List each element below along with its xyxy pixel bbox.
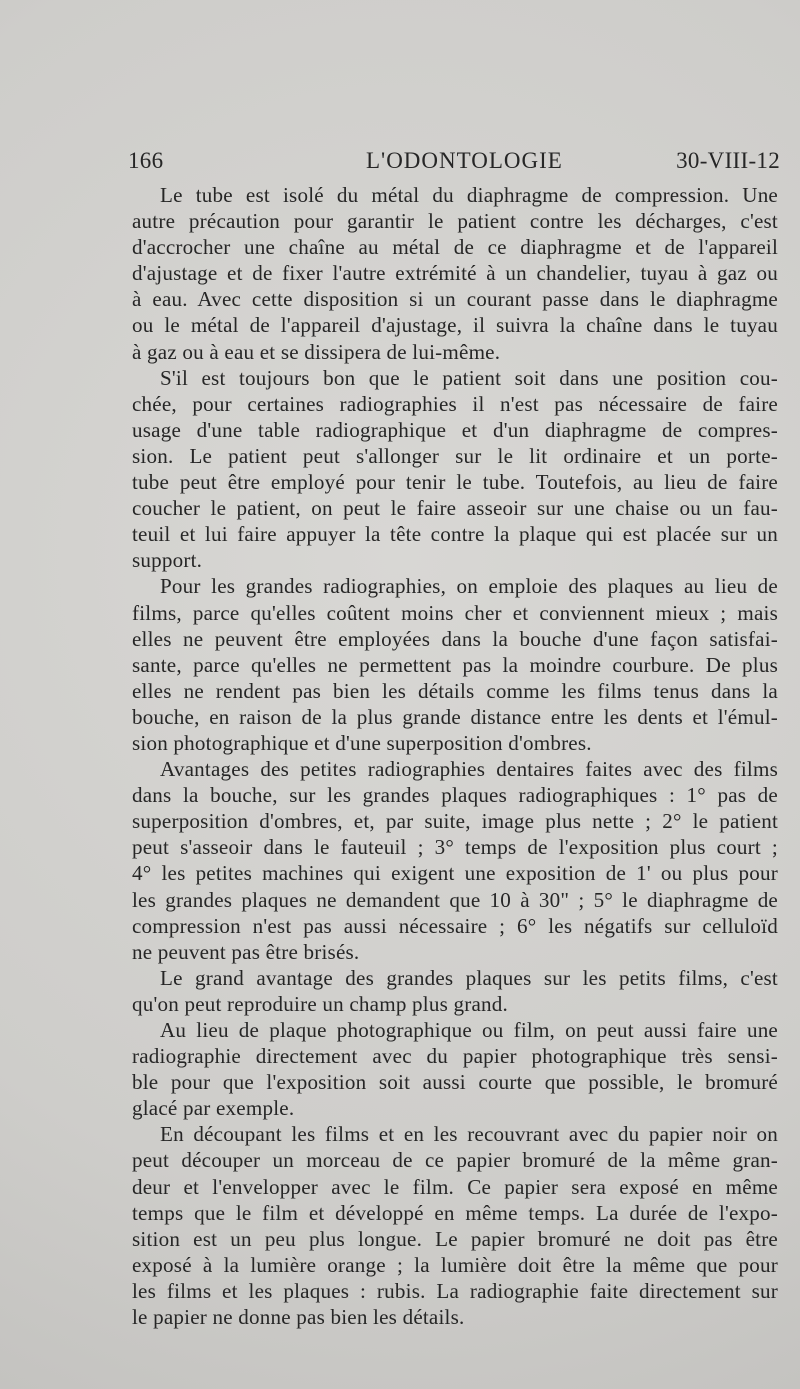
text-line: les grandes plaques ne demandent que 10 à 30" ; 5° le diaphragme de (132, 887, 778, 912)
text-line: radiographie directement avec du papier photographique très sensi- (132, 1044, 778, 1069)
text-line: à gaz ou à eau et se dissipera de lui-même. (132, 339, 501, 364)
text-line: sition est un peu plus longue. Le papier bromuré ne doit pas être (132, 1226, 778, 1251)
text-line: bouche, en raison de la plus grande distance entre les dents et l'émul- (132, 704, 778, 729)
text-line: sion photographique et d'une superposition d'ombres. (132, 730, 592, 755)
text-line: films, parce qu'elles coûtent moins cher et conviennent mieux ; mais (132, 600, 778, 625)
text-line: coucher le patient, on peut le faire asseoir sur une chaise ou un fau- (132, 496, 778, 521)
text-line: teuil et lui faire appuyer la tête contre la plaque qui est placée sur un (132, 522, 778, 547)
page-number: 166 (128, 148, 164, 173)
text-line: exposé à la lumière orange ; la lumière doit être la même que pour (132, 1252, 778, 1277)
text-line: ou le métal de l'appareil d'ajustage, il suivra la chaîne dans le tuyau (132, 313, 778, 338)
text-line: sion. Le patient peut s'allonger sur le lit ordinaire et un porte- (132, 443, 778, 468)
journal-title: L'ODONTOLOGIE (366, 148, 563, 173)
body-text (132, 182, 778, 1330)
text-line: tube peut être employé pour tenir le tube. Toutefois, au lieu de faire (132, 470, 778, 495)
text-line: autre précaution pour garantir le patient contre les décharges, c'est (132, 209, 778, 234)
text-line: support. (132, 548, 203, 573)
text-line: dans la bouche, sur les grandes plaques radiographiques : 1° pas de (132, 783, 778, 808)
text-line: peut s'asseoir dans le fauteuil ; 3° temps de l'exposition plus court ; (132, 835, 778, 860)
issue-date: 30-VIII-12 (676, 148, 780, 173)
text-line: Au lieu de plaque photographique ou film, on peut aussi faire une (160, 1018, 778, 1042)
text-line: ne peuvent pas être brisés. (132, 939, 360, 964)
text-line: compression n'est pas aussi nécessaire ; 6° les négatifs sur celluloïd (132, 913, 778, 938)
text-line: à eau. Avec cette disposition si un courant passe dans le diaphragme (132, 287, 778, 312)
text-line: d'ajustage et de fixer l'autre extrémité à un chandelier, tuyau à gaz ou (132, 261, 778, 286)
text-line: superposition d'ombres, et, par suite, image plus nette ; 2° le patient (132, 809, 778, 834)
text-line: Le tube est isolé du métal du diaphragme de compression. Une (160, 183, 778, 207)
text-line: S'il est toujours bon que le patient soit dans une position cou- (160, 365, 778, 390)
text-line: qu'on peut reproduire un champ plus grand. (132, 991, 508, 1016)
text-line: chée, pour certaines radiographies il n'est pas nécessaire de faire (132, 391, 778, 416)
text-line: En découpant les films et en les recouvrant avec du papier noir on (160, 1122, 778, 1147)
text-line: temps que le film et développé en même temps. La durée de l'expo- (132, 1200, 778, 1225)
text-line: glacé par exemple. (132, 1096, 295, 1121)
running-head (128, 144, 780, 178)
text-line: Le grand avantage des grandes plaques sur les petits films, c'est (160, 965, 778, 990)
text-line: deur et l'envelopper avec le film. Ce papier sera exposé en même (132, 1174, 778, 1199)
text-line: peut découper un morceau de ce papier bromuré de la même gran- (132, 1148, 778, 1173)
text-line: elles ne peuvent être employées dans la bouche d'une façon satisfai- (132, 626, 778, 651)
text-line: sante, parce qu'elles ne permettent pas la moindre courbure. De plus (132, 652, 778, 677)
text-line: elles ne rendent pas bien les détails comme les films tenus dans la (132, 678, 778, 703)
text-line: les films et les plaques : rubis. La radiographie faite directement sur (132, 1278, 778, 1303)
text-line: le papier ne donne pas bien les détails. (132, 1305, 465, 1330)
text-line: usage d'une table radiographique et d'un diaphragme de compres- (132, 417, 778, 442)
text-line: d'accrocher une chaîne au métal de ce diaphragme et de l'appareil (132, 235, 778, 260)
text-line: Pour les grandes radiographies, on emploie des plaques au lieu de (160, 574, 778, 599)
text-line: Avantages des petites radiographies dentaires faites avec des films (160, 757, 778, 782)
text-line: 4° les petites machines qui exigent une exposition de 1' ou plus pour (132, 861, 778, 886)
text-line: ble pour que l'exposition soit aussi courte que possible, le bromuré (132, 1070, 778, 1095)
